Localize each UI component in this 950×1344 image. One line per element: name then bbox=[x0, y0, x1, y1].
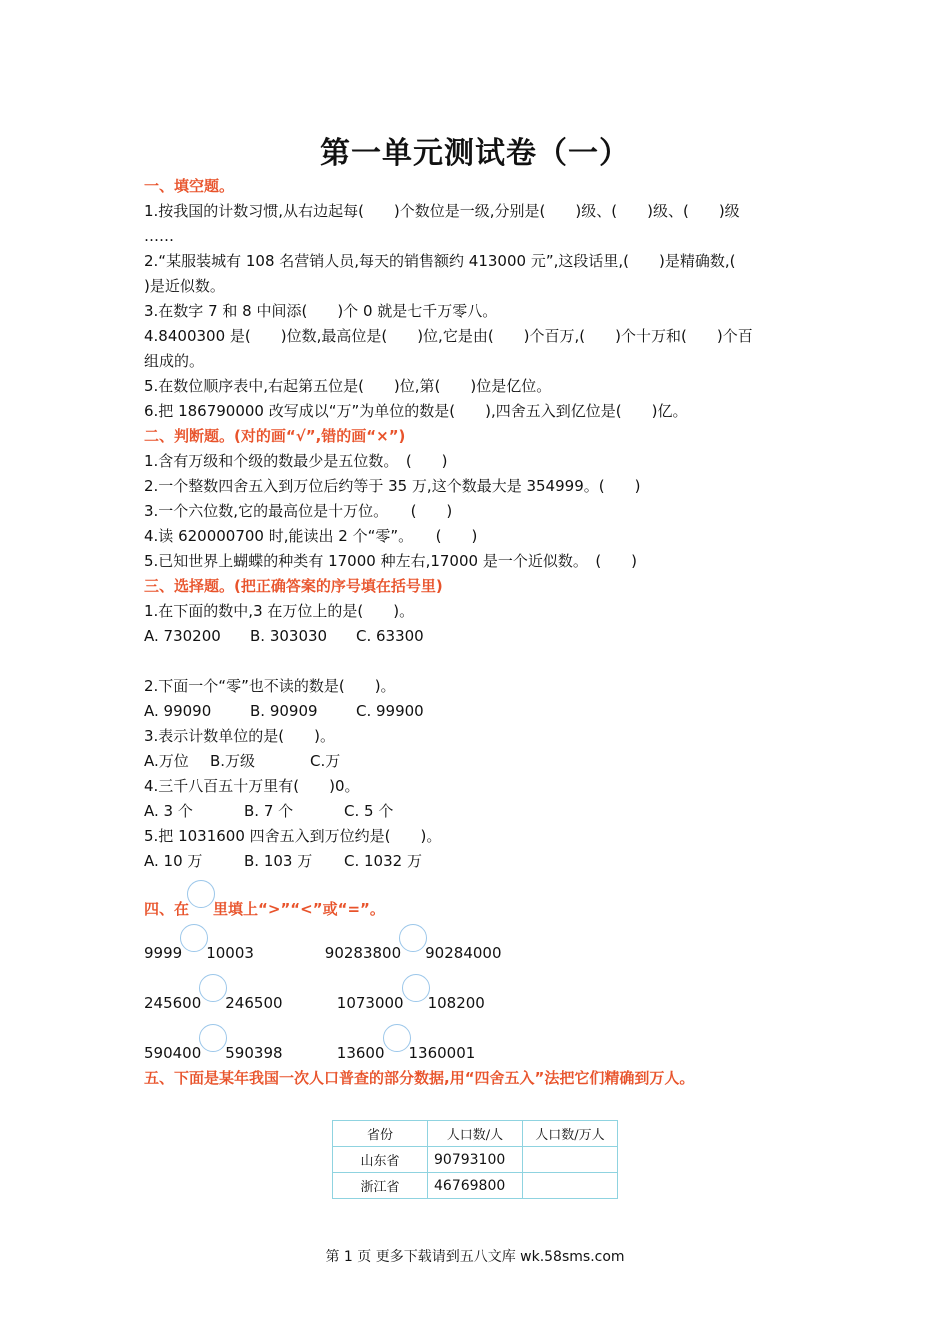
table-header: 人口数/万人 bbox=[523, 1121, 618, 1147]
compare-circle-input[interactable] bbox=[199, 974, 227, 1002]
option: A. 3 个 bbox=[144, 802, 193, 820]
question-line: 3.一个六位数,它的最高位是十万位。 ( ) bbox=[144, 502, 453, 520]
options-row bbox=[144, 749, 814, 774]
question-line: 1.在下面的数中,3 在万位上的是( )。 bbox=[144, 602, 415, 620]
option: A. 730200 bbox=[144, 627, 221, 645]
options-row bbox=[144, 624, 814, 649]
compare-left: 90283800 bbox=[324, 944, 402, 962]
option: A. 10 万 bbox=[144, 852, 203, 870]
compare-left: 590400 bbox=[144, 1044, 202, 1062]
table-header: 省份 bbox=[333, 1121, 428, 1147]
section-2-heading: 二、判断题。(对的画“√”,错的画“×”) bbox=[144, 427, 406, 445]
question-line: 1.含有万级和个级的数最少是五位数。 ( ) bbox=[144, 452, 448, 470]
question-line: )是近似数。 bbox=[144, 277, 225, 295]
question-line: 6.把 186790000 改写成以“万”为单位的数是( ),四舍五入到亿位是( )亿。 bbox=[144, 402, 688, 420]
question-line: …… bbox=[144, 227, 174, 245]
option: A.万位 bbox=[144, 752, 189, 770]
section-5-heading: 五、下面是某年我国一次人口普查的部分数据,用“四舍五入”法把它们精确到万人。 bbox=[144, 1069, 695, 1087]
question-line: 5.把 1031600 四舍五入到万位约是( )。 bbox=[144, 827, 442, 845]
answer-cell[interactable] bbox=[523, 1147, 618, 1173]
spacer bbox=[144, 649, 814, 674]
page-footer: 第 1 页 更多下载请到五八文库 wk.58sms.com bbox=[325, 1249, 625, 1265]
table-cell: 90793100 bbox=[428, 1147, 523, 1173]
table-row bbox=[333, 1147, 618, 1173]
question-line: 1.按我国的计数习惯,从右边起每( )个数位是一级,分别是( )级、( )级、( )级 bbox=[144, 202, 740, 220]
question-line: 2.一个整数四舍五入到万位后约等于 35 万,这个数最大是 354999。( ) bbox=[144, 477, 641, 495]
question-line: 3.在数字 7 和 8 中间添( )个 0 就是七千万零八。 bbox=[144, 302, 498, 320]
worksheet-content bbox=[144, 174, 814, 1091]
section-4-heading-part-a: 四、在 bbox=[144, 900, 190, 918]
question-line: 2.“某服装城有 108 名营销人员,每天的销售额约 413000 元”,这段话里,( )是精确数,( bbox=[144, 252, 736, 270]
option: B. 103 万 bbox=[244, 852, 313, 870]
question-line: 4.读 620000700 时,能读出 2 个“零”。 ( ) bbox=[144, 527, 478, 545]
compare-circle-input[interactable] bbox=[180, 924, 208, 952]
compare-left: 9999 bbox=[144, 944, 183, 962]
option: C.万 bbox=[310, 752, 341, 770]
section-4-heading bbox=[144, 880, 814, 918]
section-3-heading: 三、选择题。(把正确答案的序号填在括号里) bbox=[144, 577, 443, 595]
compare-circle-input[interactable] bbox=[399, 924, 427, 952]
option: C. 99900 bbox=[356, 702, 424, 720]
compare-left: 13600 bbox=[336, 1044, 385, 1062]
question-line: 4.三千八百五十万里有( )0。 bbox=[144, 777, 360, 795]
question-line: 5.已知世界上蝴蝶的种类有 17000 种左右,17000 是一个近似数。 ( ) bbox=[144, 552, 638, 570]
table-header: 人口数/人 bbox=[428, 1121, 523, 1147]
population-table bbox=[332, 1120, 618, 1199]
option: C. 5 个 bbox=[344, 802, 394, 820]
compare-right: 590398 bbox=[225, 1044, 283, 1062]
question-line: 4.8400300 是( )位数,最高位是( )位,它是由( )个百万,( )个十万和( )个百 bbox=[144, 327, 753, 345]
table-header-row bbox=[333, 1121, 618, 1147]
options-row bbox=[144, 799, 814, 824]
compare-right: 1360001 bbox=[408, 1044, 476, 1062]
compare-circle-input[interactable] bbox=[402, 974, 430, 1002]
compare-left: 245600 bbox=[144, 994, 202, 1012]
compare-circle-input[interactable] bbox=[199, 1024, 227, 1052]
compare-right: 10003 bbox=[206, 944, 254, 962]
option: B.万级 bbox=[210, 752, 256, 770]
table-cell: 浙江省 bbox=[333, 1173, 428, 1199]
option: C. 63300 bbox=[356, 627, 424, 645]
options-row bbox=[144, 699, 814, 724]
options-row bbox=[144, 849, 814, 874]
compare-right: 246500 bbox=[225, 994, 283, 1012]
option: C. 1032 万 bbox=[344, 852, 422, 870]
question-line: 5.在数位顺序表中,右起第五位是( )位,第( )位是亿位。 bbox=[144, 377, 552, 395]
table-cell: 山东省 bbox=[333, 1147, 428, 1173]
section-4-heading-part-b: 里填上“>”“<”或“=”。 bbox=[213, 900, 385, 918]
question-line: 3.表示计数单位的是( )。 bbox=[144, 727, 336, 745]
option: B. 7 个 bbox=[244, 802, 294, 820]
section-1-heading: 一、填空题。 bbox=[144, 177, 235, 195]
question-line: 组成的。 bbox=[144, 352, 205, 370]
comparison-row bbox=[144, 960, 814, 1010]
compare-left: 1073000 bbox=[336, 994, 404, 1012]
question-line: 2.下面一个“零”也不读的数是( )。 bbox=[144, 677, 396, 695]
table-cell: 46769800 bbox=[428, 1173, 523, 1199]
option: B. 303030 bbox=[250, 627, 328, 645]
option: A. 99090 bbox=[144, 702, 212, 720]
compare-right: 90284000 bbox=[425, 944, 502, 962]
compare-circle-input[interactable] bbox=[383, 1024, 411, 1052]
option: B. 90909 bbox=[250, 702, 318, 720]
table-row bbox=[333, 1173, 618, 1199]
comparison-circle-icon bbox=[187, 880, 215, 908]
page-title: 第一单元测试卷（一） bbox=[320, 136, 630, 171]
comparison-row bbox=[144, 1010, 814, 1060]
compare-right: 108200 bbox=[427, 994, 485, 1012]
answer-cell[interactable] bbox=[523, 1173, 618, 1199]
